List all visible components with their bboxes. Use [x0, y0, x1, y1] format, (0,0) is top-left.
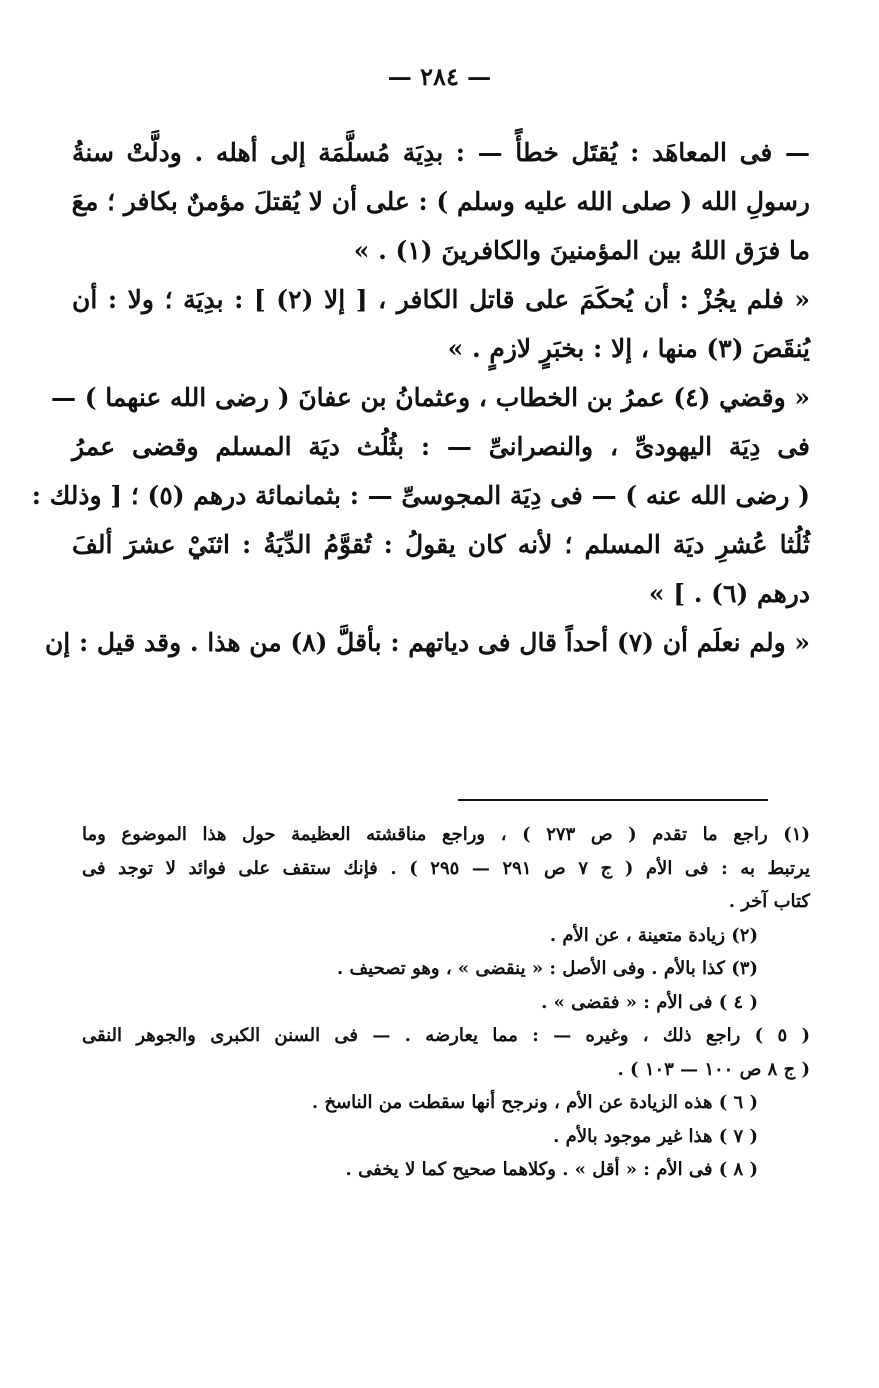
footnote-line-5: (٣) كذا بالأم . وفى الأصل : « ينقضى » ، وهو تصحيف .	[336, 958, 758, 979]
footnote-line-11: ( ٨ ) فى الأم : « أقل » . وكلاهما صحيح كما لا يخفى .	[345, 1159, 758, 1180]
body-line-9: ثُلُثا عُشرِ ديَة المسلم ؛ لأنه كان يقولُ : تُقوَّمُ الدِّيَةُ : اثنَيْ عشرَ ألفَ	[72, 530, 810, 559]
body-line-11: « ولم نعلَم أن (٧) أحداً قال فى دياتهم : بأقلَّ (٨) من هذا . وقد قيل : إن	[44, 628, 810, 657]
body-line-5: يُنقَصَ (٣) منها ، إلا : بخبَرٍ لازمٍ . »	[447, 334, 810, 363]
body-line-7: فى دِيَة اليهودىِّ ، والنصرانىِّ — : بثُلُث ديَة المسلم وقضى عمرُ	[72, 432, 810, 461]
body-line-2: رسولِ الله ( صلى الله عليه وسلم ) : على أن لا يُقتلَ مؤمنٌ بكافر ؛ معَ	[71, 187, 810, 216]
footnotes	[82, 818, 810, 1187]
body-line-6: « وقضي (٤) عمرُ بن الخطاب ، وعثمانُ بن عفانَ ( رضى الله عنهما ) —	[51, 383, 810, 412]
body-line-4: « فلم يجُزْ : أن يُحكَمَ على قاتل الكافر ، [ إلا (٢) ] : بدِيَة ؛ ولا : أن	[72, 285, 810, 314]
body-line-10: درهم (٦) . ] »	[648, 579, 810, 608]
main-text	[31, 128, 810, 667]
footnote-line-8: ( ج ٨ ص ١٠٠ — ١٠٣ ) .	[617, 1058, 810, 1080]
footnote-line-3: كتاب آخر .	[728, 891, 810, 912]
body-line-8: ( رضى الله عنه ) — فى دِيَة المجوسىِّ — : بثمانمائة درهم (٥) ؛ [ وذلك :	[31, 481, 810, 510]
footnote-line-9: ( ٦ ) هذه الزيادة عن الأم ، ونرجح أنها سقطت من الناسخ .	[311, 1092, 758, 1113]
body-line-1: — فى المعاهَد : يُقتَل خطأً — : بدِيَة مُسلَّمَة إلى أهله . ودلَّتْ سنةُ	[72, 138, 810, 167]
footnote-line-10: ( ٧ ) هذا غير موجود بالأم .	[553, 1125, 758, 1147]
footnote-line-4: (٢) زيادة متعينة ، عن الأم .	[549, 924, 758, 946]
footnote-line-2: يرتبط به : فى الأم ( ج ٧ ص ٢٩١ — ٢٩٥ ) . فإنك ستقف على فوائد لا توجد فى	[82, 857, 811, 879]
footnote-line-7: ( ٥ ) راجع ذلك ، وغيره — : مما يعارضه . — فى السنن الكبرى والجوهر النقى	[82, 1025, 810, 1046]
page-number: — ٢٨٤ —	[387, 62, 492, 91]
footnote-line-6: ( ٤ ) فى الأم : « فقضى » .	[541, 991, 758, 1013]
body-line-3: ما فرَق اللهُ بين المؤمنينَ والكافرينَ (١) . »	[353, 236, 810, 265]
footnote-line-1: (١) راجع ما تقدم ( ص ٢٧٣ ) ، وراجع مناقشته العظيمة حول هذا الموضوع وما	[82, 824, 810, 845]
footnote-divider	[458, 799, 768, 801]
